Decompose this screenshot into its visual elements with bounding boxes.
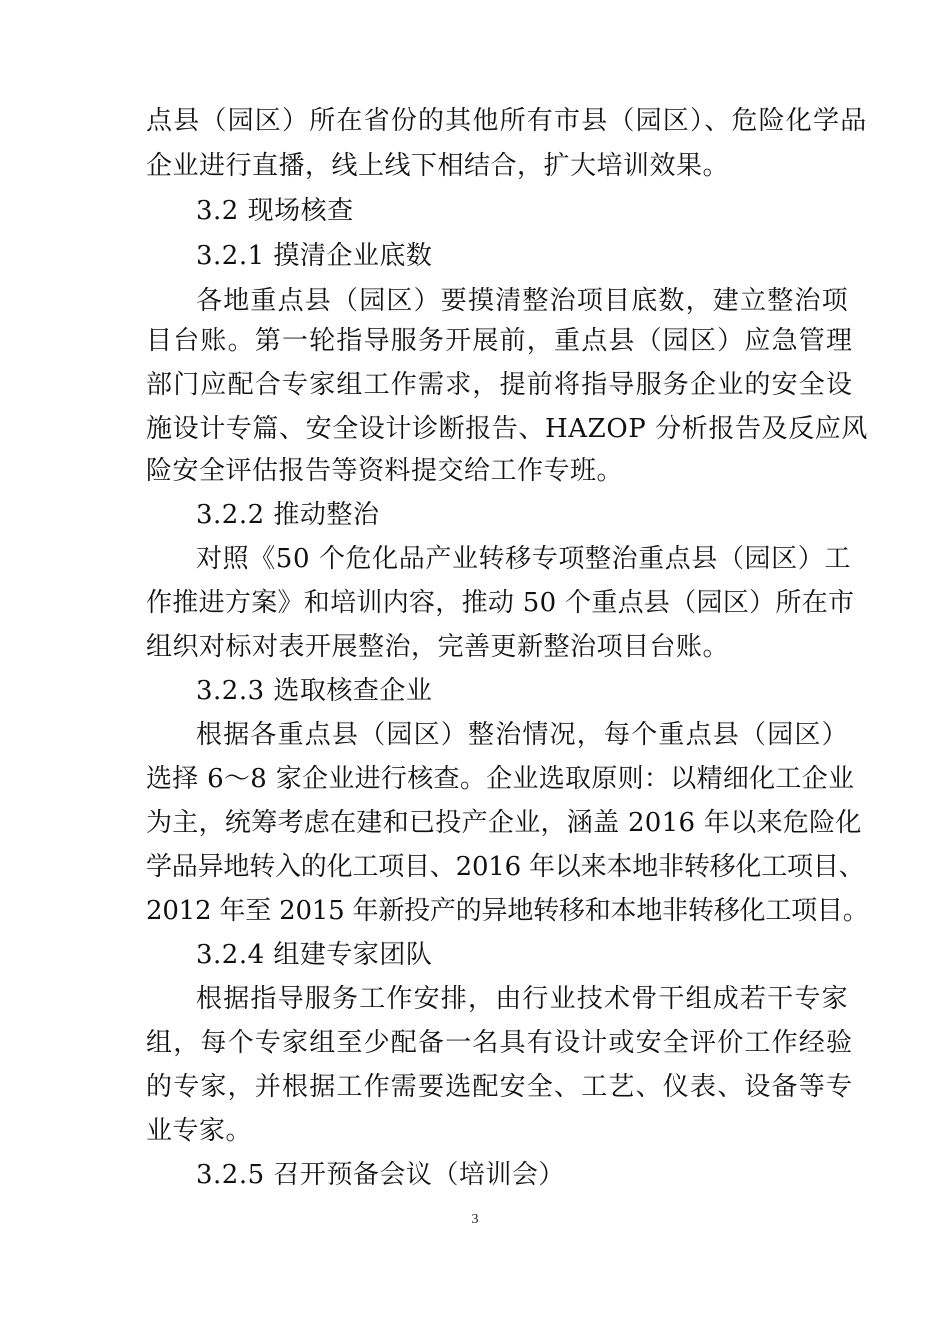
body-text-line: 施设计专篇、安全设计诊断报告、HAZOP 分析报告及反应风 (146, 414, 868, 444)
body-text-line: 组织对标对表开展整治，完善更新整治项目台账。 (146, 632, 730, 662)
body-text-line: 根据指导服务工作安排，由行业技术骨干组成若干专家 (196, 984, 849, 1014)
section-heading-3-2: 3.2 现场核查 (196, 196, 354, 226)
page-number: 3 (471, 1212, 479, 1227)
body-text-line: 点县（园区）所在省份的其他所有市县（园区）、危险化学品 (146, 106, 868, 136)
section-heading-3-2-1: 3.2.1 摸清企业底数 (196, 241, 433, 271)
body-text-line: 目台账。第一轮指导服务开展前，重点县（园区）应急管理 (146, 326, 854, 356)
section-heading-3-2-2: 3.2.2 推动整治 (196, 500, 380, 530)
body-text-line: 的专家，并根据工作需要选配安全、工艺、仪表、设备等专 (146, 1072, 854, 1102)
body-text-line: 选择 6～8 家企业进行核查。企业选取原则：以精细化工企业 (146, 764, 855, 794)
body-text-line: 各地重点县（园区）要摸清整治项目底数，建立整治项 (196, 286, 849, 316)
body-text-line: 2012 年至 2015 年新投产的异地转移和本地非转移化工项目。 (146, 896, 869, 926)
body-text-line: 作推进方案》和培训内容，推动 50 个重点县（园区）所在市 (146, 588, 855, 618)
body-text-line: 对照《50 个危化品产业转移专项整治重点县（园区）工 (196, 544, 851, 574)
body-text-line: 组，每个专家组至少配备一名具有设计或安全评价工作经验 (146, 1028, 854, 1058)
body-text-line: 根据各重点县（园区）整治情况，每个重点县（园区） (196, 720, 849, 750)
section-heading-3-2-4: 3.2.4 组建专家团队 (196, 940, 433, 970)
body-text-line: 险安全评估报告等资料提交给工作专班。 (146, 456, 624, 486)
body-text-line: 企业进行直播，线上线下相结合，扩大培训效果。 (146, 151, 730, 181)
section-heading-3-2-3: 3.2.3 选取核查企业 (196, 676, 433, 706)
body-text-line: 业专家。 (146, 1116, 253, 1146)
body-text-line: 部门应配合专家组工作需求，提前将指导服务企业的安全设 (146, 370, 854, 400)
body-text-line: 为主，统筹考虑在建和已投产企业，涵盖 2016 年以来危险化 (146, 808, 862, 838)
section-heading-3-2-5: 3.2.5 召开预备会议（培训会） (196, 1160, 565, 1190)
body-text-line: 学品异地转入的化工项目、2016 年以来本地非转移化工项目、 (146, 852, 865, 882)
